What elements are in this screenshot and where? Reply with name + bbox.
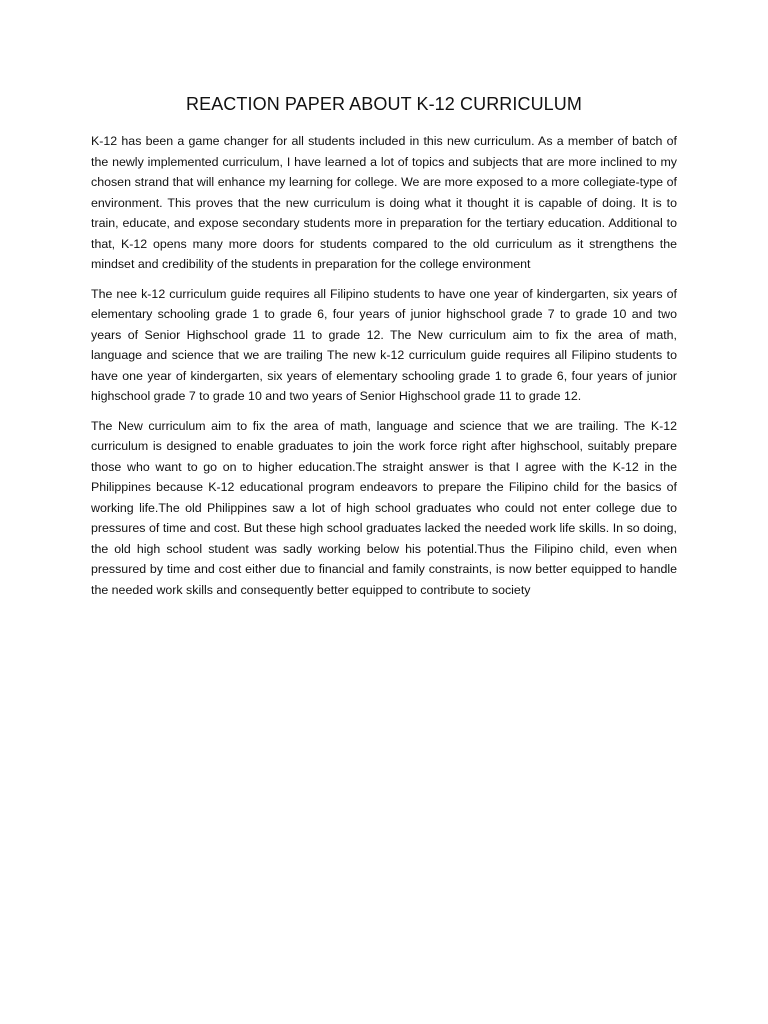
- document-title: REACTION PAPER ABOUT K-12 CURRICULUM: [185, 94, 582, 114]
- paragraph-2: The nee k-12 curriculum guide requires all Filipino students to have one year of kindergarten, six years of elementary schooling grade 1 to grade 6, four years of junior highschool grade 7 to grade 10 and two years of Senior Highschool grade 11 to grade 12. The New curriculum aim to fix the area of math, language and science that we are trailing The new k-12 curriculum guide requires all Filipino students to have one year of kindergarten, six years of elementary schooling grade 1 to grade 6, four years of junior highschool grade 7 to grade 10 and two years of Senior Highschool grade 11 to grade 12.: [91, 286, 677, 403]
- document-body: [91, 131, 677, 609]
- paragraph-3: The New curriculum aim to fix the area of math, language and science that we are trailing. The K-12 curriculum is designed to enable graduates to join the work force right after highschool, suitably prepare those who want to go on to higher education.The straight answer is that I agree with the K-12 in the Philippines because K-12 educational program endeavors to prepare the Filipino child for the basics of working life.The old Philippines saw a lot of high school graduates who could not enter college due to pressures of time and cost. But these high school graduates lacked the needed work life skills. In so doing, the old high school student was sadly working below his potential.Thus the Filipino child, even when pressured by time and cost either due to financial and family constraints, is now better equipped to handle the needed work skills and consequently better equipped to contribute to society: [91, 418, 677, 597]
- paragraph-1: K-12 has been a game changer for all students included in this new curriculum. As a member of batch of the newly implemented curriculum, I have learned a lot of topics and subjects that are more inclined to my chosen strand that will enhance my learning for college. We are more exposed to a more collegiate-type of environment. This proves that the new curriculum is doing what it thought it is capable of doing. It is to train, educate, and expose secondary students more in preparation for the tertiary education. Additional to that, K-12 opens many more doors for students compared to the old curriculum as it strengthens the mindset and credibility of the students in preparation for the college environment: [91, 134, 677, 271]
